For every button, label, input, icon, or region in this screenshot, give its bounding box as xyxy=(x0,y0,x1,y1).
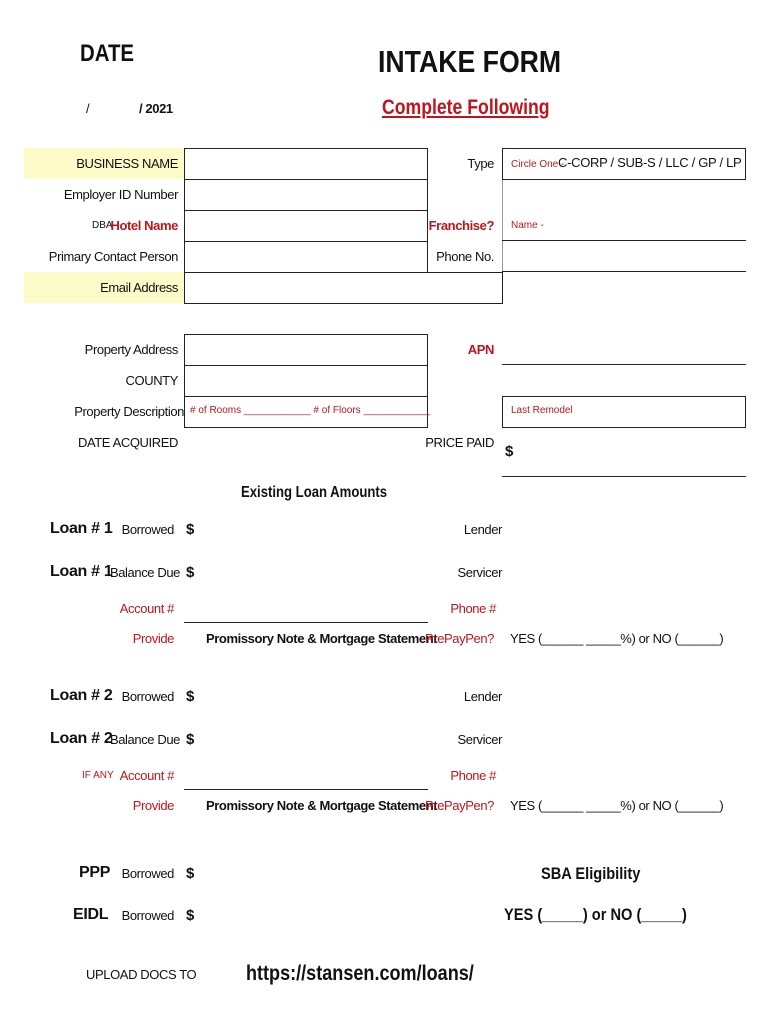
hotel-name-label: Hotel Name xyxy=(110,218,178,233)
loan2-provide-docs: Promissory Note & Mortgage Statement xyxy=(206,798,438,813)
loan1-phone-label: Phone # xyxy=(450,601,496,616)
primary-contact-input[interactable] xyxy=(184,241,428,273)
business-name-label: BUSINESS NAME xyxy=(76,156,178,171)
loan1-borrowed-dollar: $ xyxy=(186,521,195,538)
eidl-label: EIDL xyxy=(73,906,109,923)
loan1-provide-label: Provide xyxy=(132,631,174,646)
county-input[interactable] xyxy=(184,365,428,397)
date-acquired-label: DATE ACQUIRED xyxy=(77,435,178,450)
price-paid-line[interactable] xyxy=(502,476,746,477)
property-description-label: Property Description xyxy=(74,404,184,419)
franchise-label: Franchise? xyxy=(428,218,494,233)
price-dollar-sign: $ xyxy=(505,443,514,460)
franchise-name-label: Name - xyxy=(511,220,544,231)
loan2-phone-label: Phone # xyxy=(450,768,496,783)
type-label: Type xyxy=(467,156,494,171)
property-address-label: Property Address xyxy=(84,342,178,357)
franchise-name-line[interactable] xyxy=(502,240,746,241)
apn-label: APN xyxy=(467,342,494,357)
primary-contact-label: Primary Contact Person xyxy=(48,249,178,264)
loan1-prepaypen-options[interactable]: YES (______ _____%) or NO (______) xyxy=(510,631,724,646)
loan2-account-line[interactable] xyxy=(184,789,428,790)
existing-loans-title: Existing Loan Amounts xyxy=(241,484,388,501)
entity-type-options[interactable]: C-CORP / SUB-S / LLC / GP / LP xyxy=(558,155,742,170)
loan1-provide-docs: Promissory Note & Mortgage Statement xyxy=(206,631,438,646)
employer-id-label: Employer ID Number xyxy=(63,187,178,202)
ppp-dollar: $ xyxy=(186,865,195,882)
loan2-balance-dollar: $ xyxy=(186,731,195,748)
email-label: Email Address xyxy=(100,280,178,295)
loan1-account-line[interactable] xyxy=(184,622,428,623)
county-label: COUNTY xyxy=(125,373,178,388)
last-remodel-label: Last Remodel xyxy=(511,405,573,416)
loan2-prepaypen-options[interactable]: YES (______ _____%) or NO (______) xyxy=(510,798,724,813)
phone-label: Phone No. xyxy=(436,249,494,264)
hotel-name-input[interactable] xyxy=(184,210,428,242)
loan2-account-label: Account # xyxy=(119,768,174,783)
loan1-prepaypen-label: PrePayPen? xyxy=(425,631,494,646)
loan1-lender-label: Lender xyxy=(463,522,502,537)
date-heading: DATE xyxy=(80,40,135,67)
loan1-label: Loan # 1 xyxy=(50,520,113,537)
property-address-input[interactable] xyxy=(184,334,428,366)
business-name-input[interactable] xyxy=(184,148,428,180)
circle-one-label: Circle One - xyxy=(511,159,565,170)
rooms-floors-text: # of Rooms ____________ # of Floors ____________ xyxy=(190,405,431,416)
loan1-balance-dollar: $ xyxy=(186,564,195,581)
loan2-label: Loan # 2 xyxy=(50,687,113,704)
loan2-balance-label: Balance Due xyxy=(109,732,180,747)
loan2-prepaypen-label: PrePayPen? xyxy=(425,798,494,813)
upload-docs-label: UPLOAD DOCS TO xyxy=(86,967,197,982)
loan2-servicer-label: Servicer xyxy=(457,732,502,747)
sba-yes-no[interactable]: YES (_____) or NO (_____) xyxy=(504,905,687,924)
ppp-label: PPP xyxy=(79,864,111,881)
email-input[interactable] xyxy=(184,272,503,304)
loan1-borrowed-label: Borrowed xyxy=(121,522,174,537)
loan2-lender-label: Lender xyxy=(463,689,502,704)
loan2-balance-row-label: Loan # 2 xyxy=(50,730,113,747)
upload-url-link[interactable]: https://stansen.com/loans/ xyxy=(246,962,474,985)
loan2-provide-label: Provide xyxy=(132,798,174,813)
loan2-borrowed-label: Borrowed xyxy=(121,689,174,704)
if-any-label: IF ANY xyxy=(82,770,114,781)
loan1-servicer-label: Servicer xyxy=(457,565,502,580)
dba-label: DBA xyxy=(92,220,113,231)
phone-line[interactable] xyxy=(502,271,746,272)
ppp-borrowed-label: Borrowed xyxy=(121,866,174,881)
loan1-balance-label: Balance Due xyxy=(109,565,180,580)
form-subtitle: Complete Following xyxy=(382,96,550,119)
loan1-account-label: Account # xyxy=(119,601,174,616)
loan2-borrowed-dollar: $ xyxy=(186,688,195,705)
loan1-balance-row-label: Loan # 1 xyxy=(50,563,113,580)
date-slash: / xyxy=(86,101,90,116)
eidl-dollar: $ xyxy=(186,907,195,924)
eidl-borrowed-label: Borrowed xyxy=(121,908,174,923)
form-title: INTAKE FORM xyxy=(378,44,562,79)
date-year: / 2021 xyxy=(139,101,173,116)
apn-line[interactable] xyxy=(502,364,746,365)
price-paid-label: PRICE PAID xyxy=(425,435,494,450)
sba-eligibility-title: SBA Eligibility xyxy=(541,864,641,883)
employer-id-input[interactable] xyxy=(184,179,428,211)
